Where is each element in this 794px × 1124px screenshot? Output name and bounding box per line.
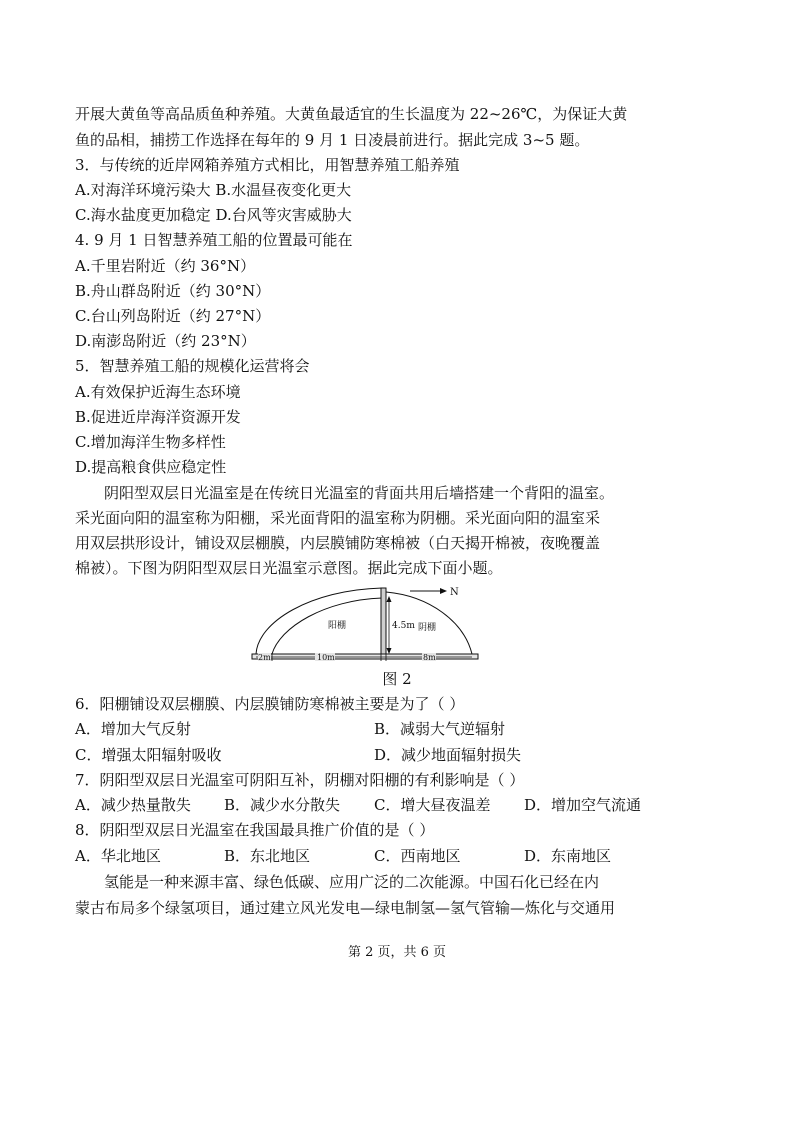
dimension-8m-label: 8m xyxy=(423,653,436,662)
question-7-option-d: D．增加空气流通 xyxy=(524,796,642,814)
greenhouse-diagram xyxy=(250,582,484,664)
dimension-2m-label: 2m xyxy=(258,653,271,662)
passage-3-line-1: 氢能是一种来源丰富、绿色低碳、应用广泛的二次能源。中国石化已经在内 xyxy=(104,873,600,891)
question-5-option-b: B.促进近岸海洋资源开发 xyxy=(75,408,241,426)
question-4-option-b: B.舟山群岛附近（约 30°N） xyxy=(75,282,271,300)
question-5-option-d: D.提高粮食供应稳定性 xyxy=(75,458,227,476)
question-6-stem: 6．阳棚铺设双层棚膜、内层膜铺防寒棉被主要是为了（ ） xyxy=(75,695,465,713)
yang-shed-outer-arch xyxy=(256,588,382,654)
yang-shed-inner-arch xyxy=(272,598,382,654)
passage-3-line-2: 蒙古布局多个绿氢项目，通过建立风光发电—绿电制氢—氢气管输—炼化与交通用 xyxy=(75,899,616,917)
page-footer: 第 2 页，共 6 页 xyxy=(347,945,447,960)
question-8-option-b: B．东北地区 xyxy=(224,847,311,865)
passage-2-line-1: 阴阳型双层日光温室是在传统日光温室的背面共用后墙搭建一个背阳的温室。 xyxy=(104,484,615,502)
back-wall xyxy=(381,588,386,654)
question-7-stem: 7．阴阳型双层日光温室可阴阳互补，阴棚对阳棚的有利影响是（ ） xyxy=(75,771,525,789)
north-arrow-head xyxy=(440,588,447,594)
passage-2-line-3: 用双层拱形设计，铺设双层棚膜，内层膜铺防寒棉被（白天揭开棉被，夜晚覆盖 xyxy=(75,534,601,552)
question-5-stem: 5．智慧养殖工船的规模化运营将会 xyxy=(75,357,310,375)
question-8-option-d: D．东南地区 xyxy=(524,847,612,865)
yin-shed-label: 阴棚 xyxy=(418,623,437,633)
question-8-option-a: A．华北地区 xyxy=(75,847,161,865)
ground-strip xyxy=(252,654,478,659)
passage-2-line-2: 采光面向阳的温室称为阳棚，采光面背阳的温室称为阴棚。采光面向阳的温室采 xyxy=(75,509,601,527)
height-label: 4.5m xyxy=(392,621,415,631)
question-5-option-c: C.增加海洋生物多样性 xyxy=(75,433,226,451)
question-7-option-c: C．增大昼夜温差 xyxy=(374,796,491,814)
question-4-stem: 4. 9 月 1 日智慧养殖工船的位置最可能在 xyxy=(75,231,353,249)
question-8-stem: 8．阴阳型双层日光温室在我国最具推广价值的是（ ） xyxy=(75,821,435,839)
height-marker-bottom-arrow xyxy=(387,648,392,654)
figure-caption: 图 2 xyxy=(382,670,412,688)
question-6-option-a: A．增加大气反射 xyxy=(75,720,191,738)
question-4-option-c: C.台山列岛附近（约 27°N） xyxy=(75,307,271,325)
question-6-option-b: B．减弱大气逆辐射 xyxy=(374,720,506,738)
question-3-stem: 3．与传统的近岸网箱养殖方式相比，用智慧养殖工船养殖 xyxy=(75,156,460,174)
dimension-10m-label: 10m xyxy=(317,653,335,662)
height-marker-top-arrow xyxy=(387,596,392,602)
passage-1-line-2: 鱼的品相，捕捞工作选择在每年的 9 月 1 日凌晨前进行。据此完成 3~5 题。 xyxy=(75,131,590,149)
question-4-option-a: A.千里岩附近（约 36°N） xyxy=(75,257,256,275)
passage-2-line-4: 棉被）。下图为阴阳型双层日光温室示意图。据此完成下面小题。 xyxy=(75,559,503,577)
question-8-option-c: C．西南地区 xyxy=(374,847,461,865)
question-7-option-b: B．减少水分散失 xyxy=(224,796,341,814)
question-6-option-c: C．增强太阳辐射吸收 xyxy=(75,746,222,764)
question-4-option-d: D.南澎岛附近（约 23°N） xyxy=(75,332,256,350)
question-7-option-a: A．减少热量散失 xyxy=(75,796,191,814)
question-5-option-a: A.有效保护近海生态环境 xyxy=(75,383,241,401)
question-3-options-ab: A.对海洋环境污染大 B.水温昼夜变化更大 xyxy=(75,181,352,199)
yang-shed-label: 阳棚 xyxy=(328,621,347,631)
north-label: N xyxy=(450,587,459,598)
question-3-options-cd: C.海水盐度更加稳定 D.台风等灾害威胁大 xyxy=(75,206,352,224)
question-6-option-d: D．减少地面辐射损失 xyxy=(374,746,522,764)
passage-1-line-1: 开展大黄鱼等高品质鱼种养殖。大黄鱼最适宜的生长温度为 22~26℃，为保证大黄 xyxy=(75,105,628,123)
